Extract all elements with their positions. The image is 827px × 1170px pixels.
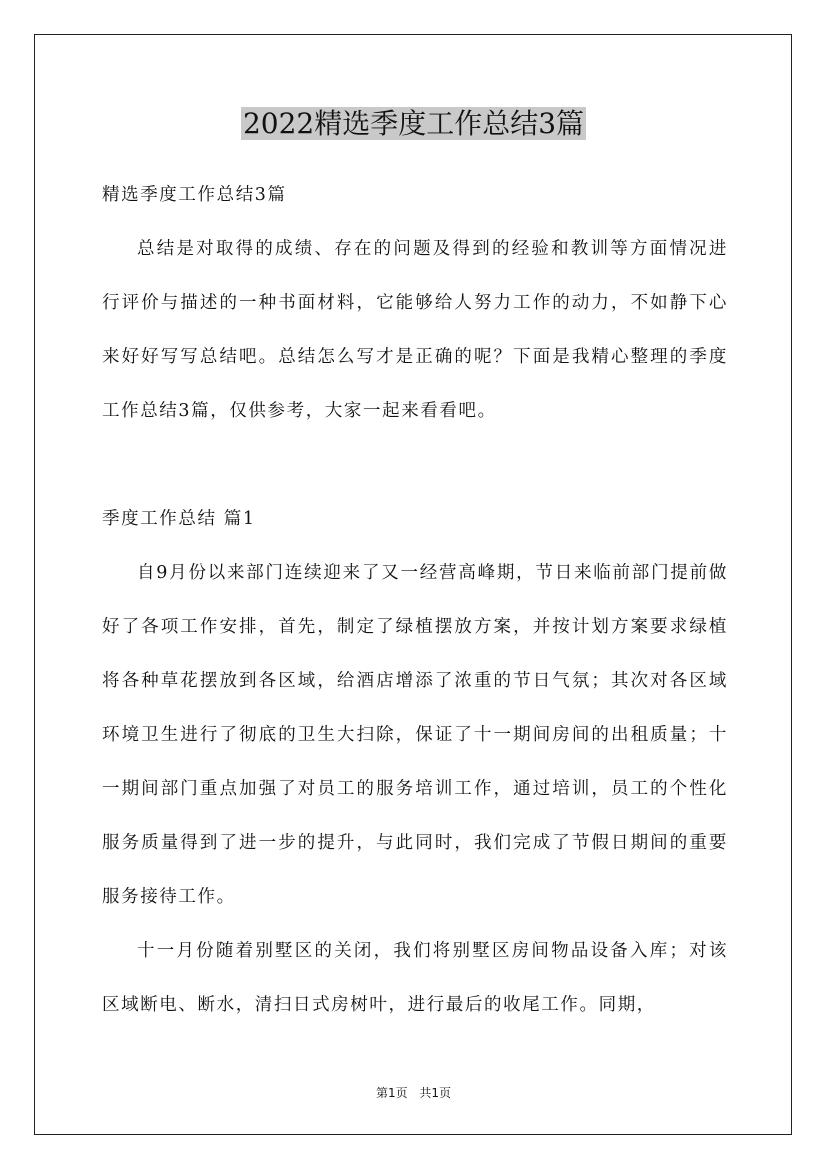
page-total: 共1页 [419,1086,452,1100]
section-heading: 季度工作总结 篇1 [102,509,256,529]
intro-paragraph: 总结是对取得的成绩、存在的问题及得到的经验和教训等方面情况进行评价与描述的一种书面材料，它能够给人努力工作的动力，不如静下心来好好写写总结吧。总结怎么写才是正确的呢？下面是我精心整理的季度工作总结3篇，仅供参考，大家一起来看看吧。 [102,239,728,421]
section-paragraph-1: 自9月份以来部门连续迎来了又一经营高峰期，节日来临前部门提前做好了各项工作安排，首先，制定了绿植摆放方案，并按计划方案要求绿植将各种草花摆放到各区域，给酒店增添了浓重的节日气氛；其次对各区域环境卫生进行了彻底的卫生大扫除，保证了十一期间房间的出租质量；十一期间部门重点加强了对员工的服务培训工作，通过培训，员工的个性化服务质量得到了进一步的提升，与此同时，我们完成了节假日期间的重要服务接待工作。 [102,563,728,907]
document-title [0,104,827,144]
page-footer [0,1084,827,1101]
document-subtitle: 精选季度工作总结3篇 [102,185,287,205]
page-number: 第1页 [375,1086,408,1100]
document-title-text: 2022精选季度工作总结3篇 [242,107,585,140]
section-paragraph-2: 十一月份随着别墅区的关闭，我们将别墅区房间物品设备入库；对该区域断电、断水，清扫日式房树叶，进行最后的收尾工作。同期， [102,941,728,1015]
